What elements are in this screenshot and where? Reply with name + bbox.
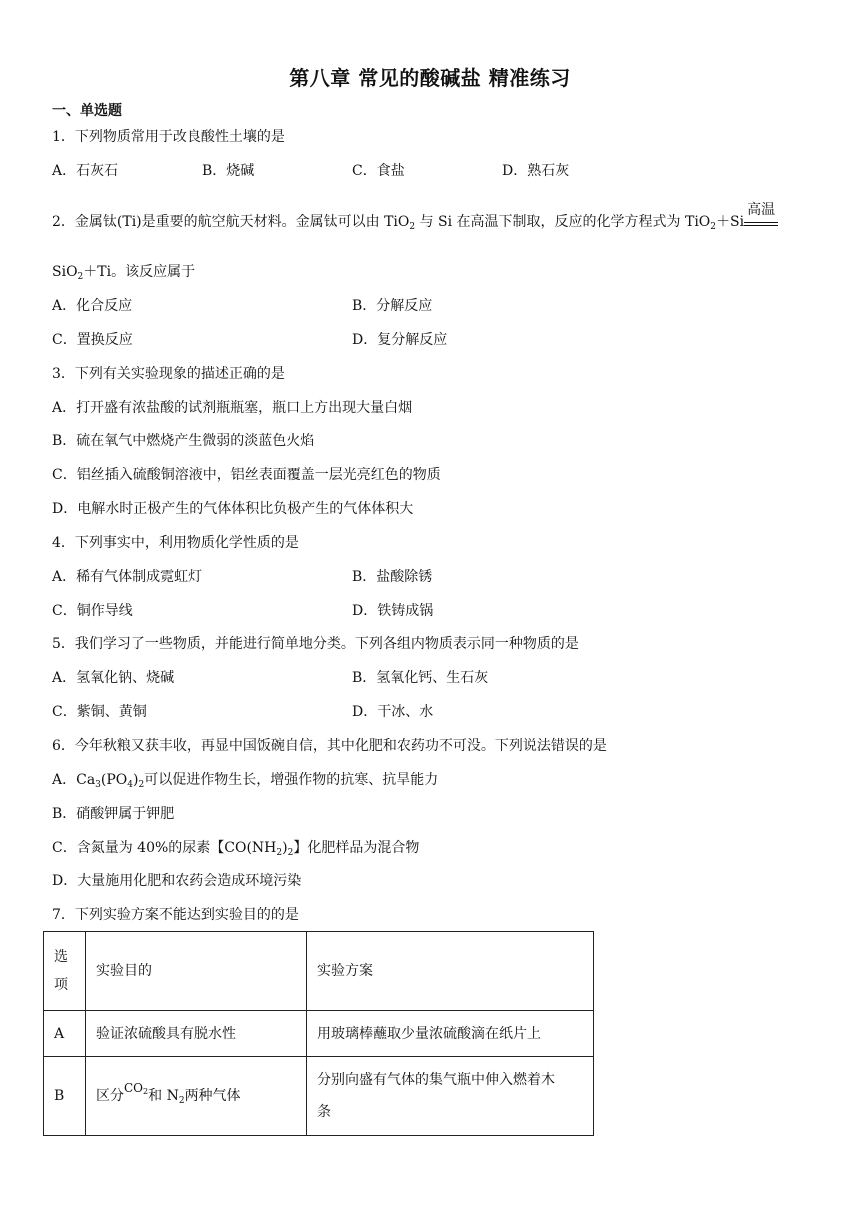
table-row	[44, 1011, 594, 1057]
q2-option-c: C．置换反应	[52, 332, 133, 348]
q4-option-b: B．盐酸除锈	[352, 569, 433, 585]
row-b-option: B	[44, 1057, 86, 1136]
table-header-row	[44, 932, 594, 1011]
q4-option-a: A．稀有气体制成霓虹灯	[52, 569, 203, 585]
q4-option-d: D．铁铸成锅	[352, 603, 434, 619]
table-row	[44, 1057, 594, 1136]
question-1-stem: 1．下列物质常用于改良酸性土壤的是	[52, 129, 285, 145]
section-heading: 一、单选题	[52, 103, 122, 119]
question-3-stem: 3．下列有关实验现象的描述正确的是	[52, 366, 285, 382]
header-plan: 实验方案	[307, 932, 594, 1011]
reaction-condition: 高温	[744, 212, 778, 232]
q3-option-c: C．铝丝插入硫酸铜溶液中，铝丝表面覆盖一层光亮红色的物质	[52, 467, 441, 483]
q1-option-d: D．熟石灰	[502, 163, 570, 179]
question-5-stem: 5．我们学习了一些物质，并能进行简单地分类。下列各组内物质表示同一种物质的是	[52, 636, 579, 652]
q6-option-b: B．硝酸钾属于钾肥	[52, 806, 175, 822]
row-a-goal: 验证浓硫酸具有脱水性	[86, 1011, 307, 1057]
question-4-stem: 4．下列事实中，利用物质化学性质的是	[52, 535, 299, 551]
q2-option-b: B．分解反应	[352, 298, 433, 314]
row-b-plan: 分别向盛有气体的集气瓶中伸入燃着木 条	[307, 1057, 594, 1136]
q3-option-d: D．电解水时正极产生的气体体积比负极产生的气体体积大	[52, 501, 414, 517]
q6-option-a: A．$Ca_3(PO_4)_2$可以促进作物生长，增强作物的抗寒、抗旱能力	[52, 772, 439, 790]
q5-option-a: A．氢氧化钠、烧碱	[52, 670, 175, 686]
question-6-stem: 6．今年秋粮又获丰收，再显中国饭碗自信，其中化肥和农药功不可没。下列说法错误的是	[52, 738, 607, 754]
experiment-table	[43, 931, 594, 1136]
q5-option-b: B．氢氧化钙、生石灰	[352, 670, 489, 686]
row-b-goal: 区分$CO_2$和 $N_2$两种气体	[86, 1057, 307, 1136]
header-goal: 实验目的	[86, 932, 307, 1011]
page-title: 第八章 常见的酸碱盐 精准练习	[289, 66, 571, 90]
q4-option-c: C．铜作导线	[52, 603, 133, 619]
question-2-stem-line2: SiO$_2$＋Ti。该反应属于	[52, 264, 196, 282]
header-option: 选 项	[44, 932, 86, 1011]
q6-option-c: C．含氮量为 40%的尿素【$CO(NH_2)_2$】化肥样品为混合物	[52, 840, 420, 858]
question-7-stem: 7．下列实验方案不能达到实验目的的是	[52, 907, 299, 923]
q3-option-a: A．打开盛有浓盐酸的试剂瓶瓶塞，瓶口上方出现大量白烟	[52, 400, 413, 416]
q5-option-c: C．紫铜、黄铜	[52, 704, 147, 720]
row-a-plan: 用玻璃棒蘸取少量浓硫酸滴在纸片上	[307, 1011, 594, 1057]
q2-option-d: D．复分解反应	[352, 332, 448, 348]
q6-option-d: D．大量施用化肥和农药会造成环境污染	[52, 873, 302, 889]
q1-option-b: B．烧碱	[202, 163, 255, 179]
q1-option-c: C．食盐	[352, 163, 405, 179]
q5-option-d: D．干冰、水	[352, 704, 434, 720]
q1-option-a: A．石灰石	[52, 163, 119, 179]
q2-option-a: A．化合反应	[52, 298, 133, 314]
row-a-option: A	[44, 1011, 86, 1057]
question-2-stem: 2．金属钛(Ti)是重要的航空航天材料。金属钛可以由 TiO$_2$ 与 Si 在高温下制取，反应的化学方程式为 TiO$_2$＋Si 高温	[52, 212, 778, 232]
q3-option-b: B．硫在氧气中燃烧产生微弱的淡蓝色火焰	[52, 433, 315, 449]
